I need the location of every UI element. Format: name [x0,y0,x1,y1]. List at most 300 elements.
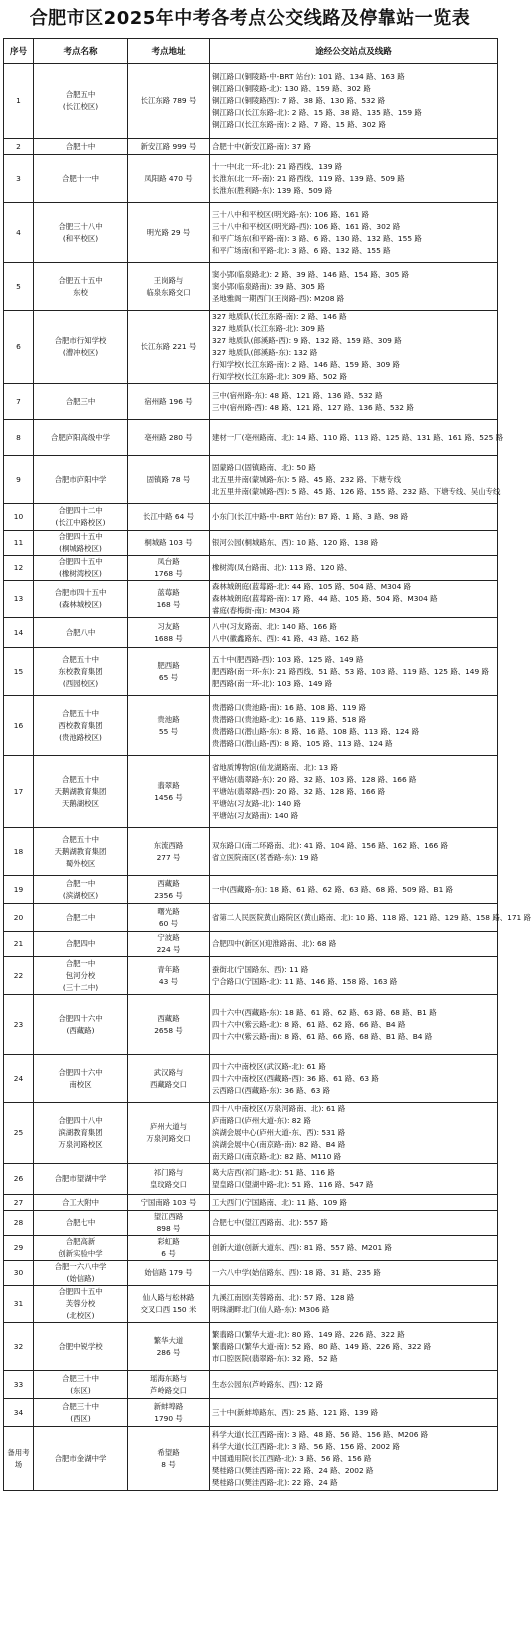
row-index: 7 [4,384,34,420]
bus-route [210,932,498,957]
table-row [4,456,498,504]
exam-site-name-line: 天鹅湖教育集团 [54,846,107,856]
exam-site-name [34,531,128,556]
exam-site-name-line: 合肥二中 [65,912,96,922]
exam-site-address-line: 贵池路 [157,714,180,724]
table-row [4,876,498,904]
exam-site-name-line: 西校教育集团 [58,720,103,730]
exam-site-name-line: 合肥市金湖中学 [54,1453,107,1463]
bus-route-line: 滨湖会展中心(庐州大道-东、西): 531 路 [212,1128,346,1137]
exam-site-address-line: 万泉河路交口 [146,1134,191,1143]
bus-route-line: 建材一厂(亳州路南、北): 14 路、110 路、113 路、125 路、131 路、161 路、525 路 [212,432,504,442]
exam-site-address-line: 277 号 [156,852,181,862]
bus-route-table [3,38,531,1491]
table-row [4,1103,498,1164]
bus-route-line: 九溪江南园(芙蓉路南、北): 57 路、128 路 [212,1293,355,1302]
bus-route-line: 和平广场东(和平路-南): 3 路、6 路、130 路、132 路、155 路 [212,233,422,243]
exam-site-address [128,1323,210,1371]
exam-site-address [128,648,210,696]
bus-route-line: 创新大道(创新大道东、西): 81 路、557 路、M201 路 [212,1243,392,1252]
row-index: 20 [4,904,34,932]
exam-site-address-line: 新蚌埠路 [153,1401,184,1411]
bus-route-line: 三十八中和平校区(明光路-东): 106 路、161 路 [212,209,370,219]
bus-route [210,139,498,155]
bus-route-line: 三十中(新蚌埠路东、西): 25 路、121 路、139 路 [212,1407,379,1417]
exam-site-name-line: 东校教育集团 [58,666,103,676]
exam-site-address [128,1211,210,1236]
exam-site-address-line: 桐城路 103 号 [144,538,193,547]
bus-route-line: 铜江路口(长江东路-南): 2 路、7 路、15 路、302 路 [212,120,386,129]
table-row [4,531,498,556]
table-row [4,957,498,995]
exam-site-name-line: (东区) [70,1385,91,1395]
bus-route-line: 长淮东(胜利路-东): 139 路、509 路 [212,185,333,195]
exam-site-address [128,995,210,1055]
exam-site-name [34,1236,128,1261]
bus-route-line: 327 地质队(郎溪路-西): 9 路、132 路、159 路、309 路 [212,336,402,345]
exam-site-name-line: (桐城路校区) [59,544,102,553]
exam-site-name-line: 合肥三十八中 [58,221,103,231]
bus-route-line: 窦小郢(临泉路北): 2 路、39 路、146 路、154 路、305 路 [212,269,410,279]
exam-site-name-line: 合肥四中 [65,939,96,948]
row-index: 31 [4,1286,34,1323]
bus-route-line: 樊桂路口(樊洼西路-北): 22 路、24 路 [212,1477,338,1487]
exam-site-name-line: (漕冲校区) [62,348,99,357]
table-row [4,1399,498,1427]
exam-site-address-line: 224 号 [156,945,181,954]
exam-site-name-line: (森林城校区) [59,600,102,609]
bus-route-line: 铜江路口(铜陵路-北): 130 路、159 路、302 路 [212,84,371,93]
table-row [4,1323,498,1371]
bus-route-line: 中国通用院(长江西路-北): 3 路、56 路、156 路 [212,1453,372,1463]
table-row [4,556,498,581]
exam-site-address-line: 宁国南路 103 号 [140,1197,197,1207]
bus-route [210,203,498,263]
bus-route [210,696,498,756]
bus-route [210,618,498,648]
row-index: 28 [4,1211,34,1236]
exam-site-address-line: 习友路 [157,621,180,631]
bus-route-line: 双东路口(南二环路南、北): 41 路、104 路、156 路、162 路、166 路 [212,840,448,850]
bus-route-line: 合肥四中(新区)(迎淮路南、北): 68 路 [212,939,337,948]
bus-route-line: 一六八中学(始信路东、西): 18 路、31 路、235 路 [212,1268,381,1277]
exam-site-name-line: 合肥五十中 [62,708,99,718]
exam-site-address-line: 望江西路 [153,1212,184,1221]
row-index: 10 [4,504,34,531]
exam-site-name-line: (西园校区) [62,678,99,688]
bus-route-line: 市口腔医院(翡翠路-东): 32 路、52 路 [212,1353,338,1363]
bus-route-line: 合肥十中(新安江路-南): 37 路 [212,141,311,151]
bus-route-line: 肥西路(南一环-东): 21 路西线、51 路、53 路、103 路、119 路、125 路、149 路 [212,666,489,676]
exam-site-name [34,696,128,756]
exam-site-name-line: 合肥三中 [65,396,96,406]
exam-site-address-line: 青年路 [157,964,180,974]
exam-site-name-line: 合肥市行知学校 [54,336,107,345]
row-index: 19 [4,876,34,904]
bus-route-line: 云西路口(西藏路-东): 36 路、63 路 [212,1085,331,1095]
exam-site-address [128,203,210,263]
exam-site-address [128,618,210,648]
exam-site-address-line: 交叉口西 150 米 [140,1305,197,1314]
bus-route-line: 宁合路口(宁国路-北): 11 路、146 路、158 路、163 路 [212,976,398,986]
exam-site-address-line: 长江中路 64 号 [142,512,195,521]
bus-route-line: 三十八中和平校区(明光路-西): 106 路、161 路、302 路 [212,221,401,231]
page-title: 合肥市区2025年中考各考点公交线路及停靠站一览表 [29,8,471,29]
exam-site-address-line: 曙光路 [157,906,180,916]
bus-route-line: 睿庭(春梅街-南): M304 路 [212,606,300,615]
table-row [4,618,498,648]
header-exam-site-address: 考点地址 [128,39,210,64]
row-index: 27 [4,1195,34,1211]
exam-site-name-line: 合肥中锐学校 [58,1341,103,1351]
bus-route-line: 橡树湾(凤台路南、北): 113 路、120 路、 [212,563,352,572]
exam-site-address-line: 东流西路 [153,840,184,850]
exam-site-address-line: 西藏路交口 [150,1079,187,1089]
row-index: 9 [4,456,34,504]
exam-site-address-line: 凤阳路 470 号 [144,173,193,183]
exam-site-name-line: (和平校区) [62,233,99,243]
bus-route-line: 四十六中(紫云路-北): 8 路、61 路、62 路、66 路、B4 路 [212,1019,406,1029]
bus-route [210,556,498,581]
exam-site-address [128,1286,210,1323]
bus-route [210,420,504,456]
exam-site-name-line: (长江中路校区) [55,518,106,527]
exam-site-name-line: 合肥四十五中 [58,532,103,541]
row-index: 3 [4,155,34,203]
exam-site-address-line: 2658 号 [154,1025,183,1035]
exam-site-name [34,1399,128,1427]
bus-route-line: 和平广场南(和平路-北): 3 路、6 路、132 路、155 路 [212,245,391,255]
exam-site-address [128,1103,210,1164]
exam-site-name [34,384,128,420]
exam-site-address-line: 长江东路 789 号 [140,96,197,105]
bus-route-line: 窦小郢(临泉路南): 39 路、305 路 [212,281,325,291]
exam-site-name-line: 包河分校 [65,970,96,980]
bus-route [210,1236,498,1261]
table-row [4,155,498,203]
bus-route-line: 固蒙路口(固镇路南、北): 50 路 [212,462,316,472]
exam-site-address-line: 固镇路 78 号 [146,474,191,484]
row-index: 24 [4,1055,34,1103]
exam-site-name [34,420,128,456]
exam-site-name-line: 滨湖教育集团 [58,1128,103,1137]
table-row [4,696,498,756]
exam-site-address [128,1236,210,1261]
row-index: 8 [4,420,34,456]
exam-site-address [128,1427,210,1491]
table-body [4,64,531,1491]
exam-site-address [128,1164,210,1195]
bus-route-line: 行知学校(长江东路-南): 2 路、146 路、159 路、309 路 [212,360,400,369]
exam-site-address-line: 芦岭路交口 [150,1385,187,1395]
bus-route [210,1427,498,1491]
bus-route-line: 森林城朗庭(蓝莓路-北): 44 路、105 路、504 路、M304 路 [212,582,412,591]
exam-site-address [128,1399,210,1427]
exam-site-address [128,932,210,957]
table-row [4,932,498,957]
exam-site-name-line: 合肥市望湖中学 [54,1174,107,1183]
exam-site-name-line: 合肥三十中 [62,1373,99,1383]
bus-route-line: 省第二人民医院黄山路院区(黄山路南、北): 10 路、118 路、121 路、129 路、158 路、171 路 [212,912,531,922]
exam-site-address-line: 宿州路 196 号 [144,396,193,406]
exam-site-name-line: 合肥五十中 [62,774,99,784]
row-index: 34 [4,1399,34,1427]
exam-site-name-line: 合肥高新 [65,1237,96,1246]
exam-site-address-line: 亳州路 280 号 [144,432,193,442]
exam-site-name [34,648,128,696]
table-header-row [4,39,498,64]
exam-site-name-line: 合肥庐阳高级中学 [50,432,111,442]
table-row [4,648,498,696]
bus-route-line: 四十八中南校区(万泉河路南、北): 61 路 [212,1104,346,1113]
exam-site-name-line: 芙蓉分校 [65,1299,96,1308]
table-row [4,1261,498,1286]
bus-route [210,384,498,420]
bus-route-line: 四十六中南校区(西藏路-西): 36 路、61 路、63 路 [212,1073,379,1083]
bus-route-line: 三中(宿州路-东): 48 路、121 路、136 路、532 路 [212,390,383,400]
bus-route-line: 平塘站(习友路南): 140 路 [212,810,299,820]
exam-site-address [128,456,210,504]
bus-route [210,531,498,556]
exam-site-name [34,1371,128,1399]
exam-site-name [34,756,128,828]
bus-route [210,876,498,904]
table-row [4,756,498,828]
bus-route-line: 科学大道(长江西路-南): 3 路、48 路、56 路、156 路、M206 路 [212,1429,429,1439]
row-index: 备用考场 [4,1427,34,1491]
row-index: 32 [4,1323,34,1371]
exam-site-address [128,155,210,203]
bus-route-line: 北五里井南(蒙城路-西): 5 路、45 路、126 路、155 路、232 路、下塘专线、吴山专线 [212,486,501,496]
row-index: 22 [4,957,34,995]
row-index: 17 [4,756,34,828]
row-index: 29 [4,1236,34,1261]
exam-site-address-line: 43 号 [158,976,179,986]
exam-site-name [34,1427,128,1491]
exam-site-name-line: 合肥三十中 [62,1401,99,1411]
exam-site-name-line: 合肥四十二中 [58,506,103,515]
exam-site-name-line: 合肥四十五中 [58,1287,103,1296]
exam-site-name-line: 合肥四十六中 [58,1013,103,1023]
exam-site-address-line: 始信路 179 号 [144,1268,193,1277]
bus-route-line: 八中(徽鑫路东、西): 41 路、43 路、162 路 [212,633,359,643]
bus-route-line: 樊桂路口(樊洼西路-南): 22 路、24 路、2002 路 [212,1465,374,1475]
exam-site-address-line: 8 号 [161,1459,176,1469]
exam-site-address-line: 皇玟路交口 [150,1180,187,1189]
exam-site-name-line: (长江校区) [62,102,99,111]
bus-route-line: 科学大道(长江西路-北): 3 路、56 路、156 路、2002 路 [212,1441,400,1451]
exam-site-address [128,957,210,995]
bus-route [210,648,498,696]
exam-site-name-line: (北校区) [66,1311,95,1320]
exam-site-address [128,876,210,904]
exam-site-address-line: 65 号 [158,672,179,682]
exam-site-address [128,263,210,311]
bus-route-line: 三中(宿州路-西): 48 路、121 路、127 路、136 路、532 路 [212,402,414,412]
bus-route [210,1164,498,1195]
bus-route [210,456,501,504]
exam-site-name [34,1323,128,1371]
exam-site-name-line: 蜀外校区 [65,858,96,868]
table-row [4,1427,498,1491]
bus-route-line: 合肥七中(望江西路南、北): 557 路 [212,1218,328,1227]
exam-site-name-line: 合工大附中 [62,1197,99,1207]
exam-site-address-line: 凤台路 [157,557,180,566]
bus-route [210,64,498,139]
bus-route-line: 庐南路口(庐州大道-东): 82 路 [212,1116,311,1125]
row-index: 21 [4,932,34,957]
table-row [4,1236,498,1261]
table-row [4,1164,498,1195]
exam-site-address [128,139,210,155]
exam-site-name-line: (西区) [70,1413,91,1423]
exam-site-name-line: 合肥四十五中 [58,557,103,566]
exam-site-name [34,456,128,504]
exam-site-address-line: 新安江路 999 号 [140,141,197,151]
bus-route-line: 生态公园东(芦岭路东、西): 12 路 [212,1379,324,1389]
bus-route-line: 贵潜路口(贵池路-南): 16 路、108 路、119 路 [212,702,367,712]
header-exam-site-name: 考点名称 [34,39,128,64]
exam-site-address [128,556,210,581]
exam-site-name-line: (橡树湾校区) [59,569,102,578]
row-index: 5 [4,263,34,311]
exam-site-name [34,581,128,618]
bus-route-line: 肥西路(南一环-北): 103 路、149 路 [212,678,333,688]
exam-site-address [128,420,210,456]
bus-route [210,995,498,1055]
bus-route-line: 八中(习友路南、北): 140 路、166 路 [212,621,337,631]
bus-route [210,1211,498,1236]
bus-route [210,1195,498,1211]
exam-site-address-line: 肥西路 [157,660,180,670]
bus-route-line: 平塘站(翡翠路-西): 20 路、32 路、128 路、166 路 [212,786,386,796]
row-index: 33 [4,1371,34,1399]
exam-site-name [34,1195,128,1211]
bus-route-line: 南天路口(南京路-北): 82 路、M110 路 [212,1152,342,1161]
header-index: 序号 [4,39,34,64]
exam-site-address-line: 1790 号 [154,1413,183,1423]
bus-route-line: 圣地雅阁一期西门(王岗路-西): M208 路 [212,293,345,303]
row-index: 4 [4,203,34,263]
bus-route [210,1323,498,1371]
row-index: 23 [4,995,34,1055]
exam-site-address-line: 彩虹路 [157,1237,180,1246]
exam-site-name [34,139,128,155]
bus-route-line: 森林城朗庭(蓝莓路-南): 17 路、44 路、105 路、504 路、M304 路 [212,594,438,603]
table-row [4,64,498,139]
bus-route-line: 327 地质队(郎溪路-东): 132 路 [212,348,318,357]
header-bus-routes: 途经公交站点及线路 [210,39,498,64]
bus-route-line: 铜江路口(铜陵路西): 7 路、38 路、130 路、532 路 [212,96,386,105]
exam-site-name [34,1261,128,1286]
exam-site-address [128,311,210,384]
bus-route-line: 望皇路口(望湖中路-北): 51 路、116 路、547 路 [212,1180,374,1189]
exam-site-name-line: 南校区 [69,1079,92,1089]
bus-route-line: 五十中(肥西路-西): 103 路、125 路、149 路 [212,654,364,664]
exam-site-name-line: 万泉河路校区 [58,1140,103,1149]
exam-site-address-line: 翡翠路 [157,780,180,790]
exam-site-name [34,957,128,995]
bus-route-line: 贵潜路口(潜山路-西): 8 路、105 路、113 路、124 路 [212,738,393,748]
bus-route-line: 铜江路口(铜陵路-中-BRT 站台): 101 路、134 路、163 路 [212,72,405,81]
exam-site-name-line: (贵池路校区) [59,732,102,742]
bus-route [210,828,498,876]
row-index: 13 [4,581,34,618]
bus-route-line: 四十六中(紫云路-南): 8 路、61 路、66 路、68 路、B1 路、B4 路 [212,1031,433,1041]
bus-route-line: 葛大店西(祁门路-北): 51 路、116 路 [212,1168,335,1177]
table-row [4,1211,498,1236]
exam-site-name-line: 合肥市四十五中 [54,588,107,597]
exam-site-name-line: 合肥十一中 [62,173,99,183]
exam-site-name [34,504,128,531]
row-index: 6 [4,311,34,384]
exam-site-address-line: 55 号 [158,726,179,736]
bus-route-line: 327 地质队(长江东路-南): 2 路、146 路 [212,312,347,321]
exam-site-address [128,904,210,932]
table-row [4,904,498,932]
exam-site-name [34,203,128,263]
exam-site-name [34,556,128,581]
table-row [4,420,498,456]
bus-route [210,1286,498,1323]
exam-site-name [34,155,128,203]
bus-route-line: 繁翡路口(繁华大道-南): 52 路、80 路、149 路、226 路、322 路 [212,1341,432,1351]
bus-route-line: 贵潜路口(贵池路-北): 16 路、119 路、518 路 [212,714,367,724]
row-index: 14 [4,618,34,648]
bus-route-line: 四十六中南校区(武汉路-北): 61 路 [212,1061,326,1071]
exam-site-address-line: 168 号 [156,600,181,609]
exam-site-address [128,828,210,876]
exam-site-name [34,1164,128,1195]
exam-site-address [128,581,210,618]
exam-site-address [128,1371,210,1399]
exam-site-name-line: 合肥五十五中 [58,275,103,285]
table-row [4,1195,498,1211]
table-row [4,1055,498,1103]
exam-site-name-line: (西藏路) [66,1025,95,1035]
table-row [4,504,498,531]
bus-route-line: 繁翡路口(繁华大道-北): 80 路、149 路、226 路、322 路 [212,1329,405,1339]
exam-site-name [34,263,128,311]
exam-site-name-line: 合肥五十中 [62,654,99,664]
row-index: 18 [4,828,34,876]
exam-site-name-line: 合肥一六八中学 [54,1262,107,1271]
exam-site-name [34,1103,128,1164]
exam-site-name-line: (三十二中) [62,982,99,992]
bus-route [210,155,498,203]
exam-site-name-line: 合肥五十中 [62,834,99,844]
exam-site-name [34,876,128,904]
exam-site-name [34,932,128,957]
exam-site-name-line: (滨湖校区) [62,890,99,900]
bus-route-line: 工大西门(宁国路南、北): 11 路、109 路 [212,1197,347,1207]
bus-route-line: 一中(西藏路-东): 18 路、61 路、62 路、63 路、68 路、509 路、B1 路 [212,884,454,894]
row-index: 2 [4,139,34,155]
exam-site-address-line: 希望路 [157,1447,180,1457]
bus-route-line: 银河公园(桐城路东、西): 10 路、120 路、138 路 [212,538,379,547]
exam-site-name [34,904,128,932]
exam-site-name [34,311,128,384]
exam-site-address [128,531,210,556]
exam-site-name [34,995,128,1055]
exam-site-address [128,64,210,139]
bus-route-line: 省立医院南区(茗香路-东): 19 路 [212,852,319,862]
table-row [4,828,498,876]
exam-site-address [128,696,210,756]
bus-route-line: 十一中(北一环-北): 21 路西线、139 路 [212,161,343,171]
exam-site-address-line: 明光路 29 号 [146,227,191,237]
exam-site-name-line: 合肥四十八中 [58,1116,103,1125]
